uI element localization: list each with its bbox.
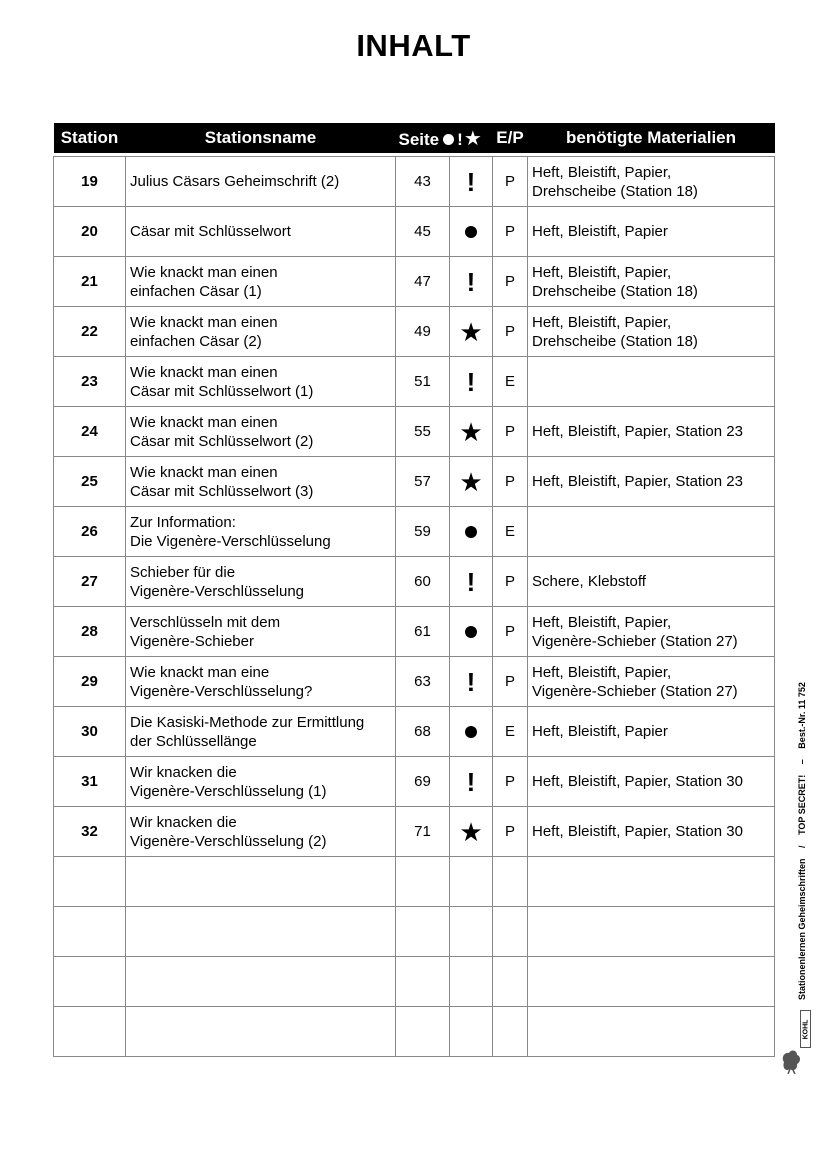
empty-cell: [493, 1007, 528, 1057]
materials: [528, 207, 775, 257]
materials-line: Heft, Bleistift, Papier,: [532, 663, 672, 681]
empty-cell: [528, 957, 775, 1007]
page-number: 71: [396, 807, 450, 857]
station-number: 22: [54, 307, 126, 357]
station-name: [126, 407, 396, 457]
materials: [528, 557, 775, 607]
dot-icon: [443, 134, 454, 145]
series-title: Stationenlernen Geheimschriften: [797, 858, 807, 1000]
page-number: 43: [396, 157, 450, 207]
difficulty-cell: [450, 707, 493, 757]
materials-line: Drehscheibe (Station 18): [532, 282, 698, 300]
page-title: INHALT: [356, 28, 471, 63]
station-name-line: der Schlüssellänge: [130, 732, 257, 750]
difficulty-cell: [450, 157, 493, 207]
station-name: [126, 157, 396, 207]
materials-line: Heft, Bleistift, Papier: [532, 723, 668, 740]
materials-line: Heft, Bleistift, Papier, Station 23: [532, 423, 743, 440]
empty-cell: [528, 907, 775, 957]
station-name: [126, 357, 396, 407]
table-row: [54, 457, 775, 507]
star-icon: ★: [459, 816, 483, 847]
station-name-line: Wie knackt man einen: [130, 413, 278, 431]
station-number: 32: [54, 807, 126, 857]
page-number: 69: [396, 757, 450, 807]
station-number: 31: [54, 757, 126, 807]
empty-cell: [450, 857, 493, 907]
page-number: 61: [396, 607, 450, 657]
materials-line: Heft, Bleistift, Papier,: [532, 613, 672, 631]
difficulty-cell: [450, 607, 493, 657]
station-number: 28: [54, 607, 126, 657]
materials: [528, 707, 775, 757]
materials-line: Drehscheibe (Station 18): [532, 332, 698, 350]
station-name: [126, 557, 396, 607]
difficulty-cell: [450, 507, 493, 557]
side-footer: [797, 674, 807, 1000]
page-number: 59: [396, 507, 450, 557]
exclamation-icon: !: [466, 266, 476, 297]
station-name-line: Julius Cäsars Geheimschrift (2): [130, 173, 340, 190]
empty-cell: [54, 857, 126, 907]
station-name-line: Vigenère-Schieber: [130, 632, 254, 650]
header-stationsname: Stationsname: [126, 123, 396, 153]
station-name-line: Zur Information:: [130, 513, 236, 531]
materials: [528, 607, 775, 657]
materials: [528, 307, 775, 357]
page-number: 45: [396, 207, 450, 257]
publisher-logo: [800, 1010, 811, 1048]
materials: [528, 507, 775, 557]
station-name-line: Die Vigenère-Verschlüsselung: [130, 532, 331, 550]
difficulty-cell: [450, 657, 493, 707]
station-name-line: Vigenère-Verschlüsselung: [130, 582, 305, 600]
exclamation-icon: !: [466, 766, 476, 797]
work-mode: P: [493, 657, 528, 707]
materials-line: Vigenère-Schieber (Station 27): [532, 632, 738, 650]
publisher-name: KOHL: [802, 1019, 809, 1039]
materials-line: Schere, Klebstoff: [532, 573, 646, 590]
station-name-line: Wir knacken die: [130, 813, 237, 831]
work-mode: P: [493, 307, 528, 357]
materials: [528, 257, 775, 307]
exclamation-icon: !: [466, 166, 476, 197]
station-number: 20: [54, 207, 126, 257]
work-mode: P: [493, 157, 528, 207]
publisher-mascot-icon: [780, 1048, 802, 1074]
empty-cell: [396, 907, 450, 957]
difficulty-cell: [450, 407, 493, 457]
station-number: 19: [54, 157, 126, 207]
table-body: [54, 153, 775, 1057]
star-icon: ★: [459, 316, 483, 347]
separator: /: [797, 845, 807, 848]
empty-cell: [54, 957, 126, 1007]
materials-line: Heft, Bleistift, Papier, Station 30: [532, 823, 743, 840]
station-number: 24: [54, 407, 126, 457]
difficulty-cell: [450, 807, 493, 857]
work-mode: P: [493, 207, 528, 257]
materials-line: Vigenère-Schieber (Station 27): [532, 682, 738, 700]
table-row-empty: [54, 907, 775, 957]
table-row: [54, 657, 775, 707]
materials: [528, 157, 775, 207]
empty-cell: [528, 857, 775, 907]
station-name: [126, 757, 396, 807]
station-name-line: Verschlüsseln mit dem: [130, 613, 281, 631]
station-name-line: Cäsar mit Schlüsselwort (2): [130, 432, 314, 450]
empty-cell: [528, 1007, 775, 1057]
station-name-line: Die Kasiski-Methode zur Ermittlung: [130, 713, 365, 731]
empty-cell: [493, 907, 528, 957]
empty-cell: [126, 907, 396, 957]
exclamation-icon: !: [457, 129, 463, 149]
station-number: 25: [54, 457, 126, 507]
materials: [528, 807, 775, 857]
difficulty-cell: [450, 307, 493, 357]
exclamation-icon: !: [466, 366, 476, 397]
difficulty-cell: [450, 557, 493, 607]
materials-line: Heft, Bleistift, Papier,: [532, 313, 672, 331]
page-number: 55: [396, 407, 450, 457]
dot-icon: [465, 526, 477, 538]
difficulty-cell: [450, 357, 493, 407]
page-number: 68: [396, 707, 450, 757]
station-name: [126, 207, 396, 257]
star-icon: ★: [459, 466, 483, 497]
table-row: [54, 557, 775, 607]
materials-line: Heft, Bleistift, Papier,: [532, 163, 672, 181]
star-icon: ★: [459, 416, 483, 447]
dot-icon: [465, 626, 477, 638]
station-name: [126, 807, 396, 857]
work-mode: P: [493, 607, 528, 657]
station-name-line: Cäsar mit Schlüsselwort: [130, 223, 291, 240]
page-number: 60: [396, 557, 450, 607]
materials-line: Heft, Bleistift, Papier, Station 30: [532, 773, 743, 790]
table-row: [54, 257, 775, 307]
station-name-line: Wie knackt man einen: [130, 313, 278, 331]
empty-cell: [396, 1007, 450, 1057]
station-name-line: Wir knacken die: [130, 763, 237, 781]
work-mode: E: [493, 707, 528, 757]
empty-cell: [450, 1007, 493, 1057]
header-ep: E/P: [493, 123, 528, 153]
page-number: 51: [396, 357, 450, 407]
separator: –: [797, 759, 807, 765]
header-page: Seite: [398, 129, 440, 149]
exclamation-icon: !: [466, 666, 476, 697]
difficulty-cell: [450, 207, 493, 257]
materials-line: Heft, Bleistift, Papier: [532, 223, 668, 240]
header-station: Station: [54, 123, 126, 153]
empty-cell: [493, 957, 528, 1007]
work-mode: P: [493, 557, 528, 607]
page-number: 57: [396, 457, 450, 507]
station-name-line: Wie knackt man einen: [130, 263, 278, 281]
empty-cell: [450, 907, 493, 957]
materials: [528, 357, 775, 407]
materials: [528, 757, 775, 807]
station-name-line: Wie knackt man eine: [130, 663, 270, 681]
table-row: [54, 357, 775, 407]
station-name-line: einfachen Cäsar (1): [130, 282, 262, 300]
header-page-symbols: [396, 123, 493, 153]
empty-cell: [126, 857, 396, 907]
difficulty-cell: [450, 257, 493, 307]
table-row: [54, 757, 775, 807]
empty-cell: [396, 957, 450, 1007]
table-row: [54, 807, 775, 857]
empty-cell: [396, 857, 450, 907]
station-name: [126, 657, 396, 707]
table-row: [54, 307, 775, 357]
table-row: [54, 407, 775, 457]
table-row: [54, 207, 775, 257]
work-mode: P: [493, 757, 528, 807]
empty-cell: [450, 957, 493, 1007]
page-number: 47: [396, 257, 450, 307]
station-number: 29: [54, 657, 126, 707]
work-mode: E: [493, 357, 528, 407]
work-mode: P: [493, 407, 528, 457]
exclamation-icon: !: [466, 566, 476, 597]
order-number: Best.-Nr. 11 752: [797, 682, 807, 749]
dot-icon: [465, 726, 477, 738]
station-name-line: Vigenère-Verschlüsselung (2): [130, 832, 327, 850]
station-name-line: Wie knackt man einen: [130, 363, 278, 381]
station-name: [126, 307, 396, 357]
station-name: [126, 457, 396, 507]
station-name: [126, 707, 396, 757]
work-mode: P: [493, 457, 528, 507]
page-number: 49: [396, 307, 450, 357]
difficulty-cell: [450, 457, 493, 507]
empty-cell: [54, 907, 126, 957]
materials: [528, 407, 775, 457]
work-mode: P: [493, 807, 528, 857]
dot-icon: [465, 226, 477, 238]
station-name-line: Cäsar mit Schlüsselwort (1): [130, 382, 314, 400]
table-header-row: [54, 123, 775, 153]
station-name-line: einfachen Cäsar (2): [130, 332, 262, 350]
station-name: [126, 607, 396, 657]
table-row: [54, 607, 775, 657]
station-name-line: Wie knackt man einen: [130, 463, 278, 481]
station-name-line: Schieber für die: [130, 563, 236, 581]
materials-line: Heft, Bleistift, Papier,: [532, 263, 672, 281]
station-number: 23: [54, 357, 126, 407]
station-number: 30: [54, 707, 126, 757]
page-number: 63: [396, 657, 450, 707]
empty-cell: [126, 957, 396, 1007]
station-number: 26: [54, 507, 126, 557]
materials-line: Heft, Bleistift, Papier, Station 23: [532, 473, 743, 490]
table-row-empty: [54, 857, 775, 907]
book-title: TOP SECRET!: [797, 774, 807, 835]
star-icon: ★: [463, 127, 482, 150]
table-row: [54, 707, 775, 757]
materials-line: Drehscheibe (Station 18): [532, 182, 698, 200]
station-number: 21: [54, 257, 126, 307]
table-row-empty: [54, 957, 775, 1007]
empty-cell: [126, 1007, 396, 1057]
station-number: 27: [54, 557, 126, 607]
header-materials: benötigte Materialien: [528, 123, 775, 153]
materials: [528, 457, 775, 507]
work-mode: P: [493, 257, 528, 307]
materials: [528, 657, 775, 707]
contents-table: [53, 123, 775, 1057]
table-row: [54, 507, 775, 557]
empty-cell: [54, 1007, 126, 1057]
station-name: [126, 507, 396, 557]
empty-cell: [493, 857, 528, 907]
work-mode: E: [493, 507, 528, 557]
station-name-line: Vigenère-Verschlüsselung?: [130, 682, 313, 700]
table-row: [54, 157, 775, 207]
station-name: [126, 257, 396, 307]
difficulty-cell: [450, 757, 493, 807]
table-row-empty: [54, 1007, 775, 1057]
station-name-line: Cäsar mit Schlüsselwort (3): [130, 482, 314, 500]
station-name-line: Vigenère-Verschlüsselung (1): [130, 782, 327, 800]
